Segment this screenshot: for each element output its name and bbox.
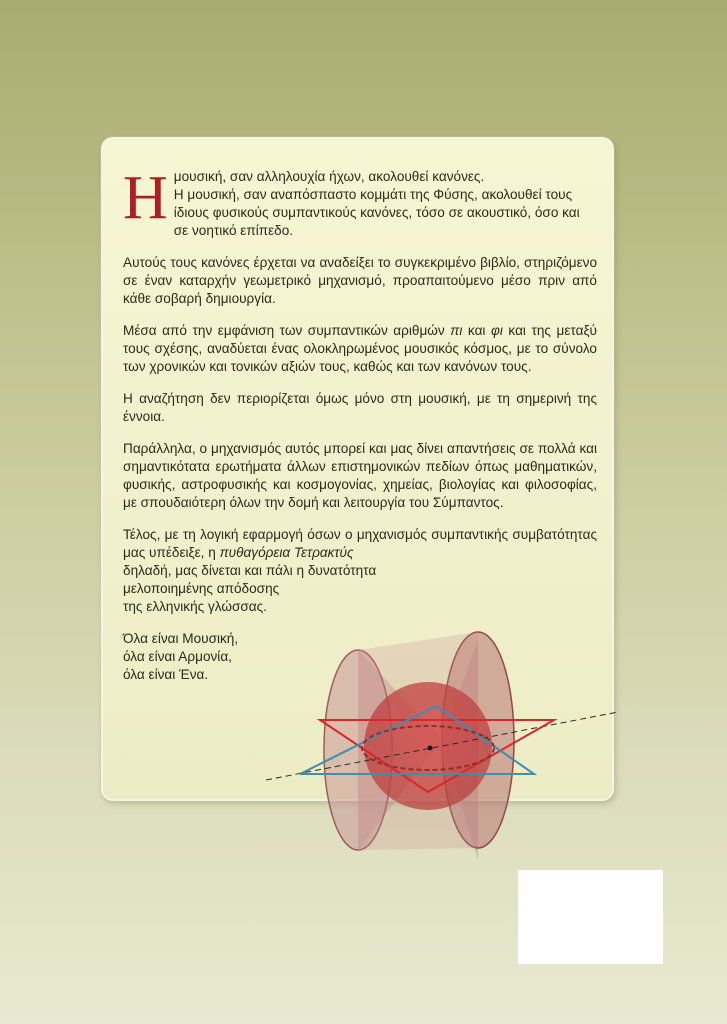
barcode-area — [518, 870, 663, 964]
center-point — [428, 746, 433, 751]
paragraph-pi-phi: Μέσα από την εμφάνιση των συμπαντικών αριθμών πι και φι και της μεταξύ τους σχέσης, αναδύεται ένας ολοκληρωμένος μουσικός κόσμος, με το σύνολο των χρονικών και τονικών αξιών τους, καθώς και των κανόνων τους. — [123, 323, 597, 374]
paragraph-intro: Ημουσική, σαν αλληλουχία ήχων, ακολουθεί κανόνες. Η μουσική, σαν αναπόσπαστο κομμάτι της Φύσης, ακολουθεί τους ίδιους φυσικούς συμπαντικούς κανόνες, τόσο σε ακουστικό, όσο και σε νοητικό επίπεδο. — [123, 164, 580, 238]
paragraph-search: Η αναζήτηση δεν περιορίζεται όμως μόνο στη μουσική, με τη σημερινή της έννοια. — [123, 391, 597, 424]
cone-geometry-diagram — [262, 620, 622, 870]
paragraph-tetraktys: Τέλος, με τη λογική εφαρμογή όσων ο μηχανισμός συμπαντικής συμβατότητας μας υπέδειξε, η πυθαγόρεια Τετρακτύς — [123, 527, 597, 560]
drop-cap: Η — [123, 164, 168, 232]
paragraph-closing: Όλα είναι Μουσική, όλα είναι Αρμονία, όλα είναι Ένα. — [123, 631, 239, 682]
paragraph-sciences: Παράλληλα, ο μηχανισμός αυτός μπορεί και μας δίνει απαντήσεις σε πολλά και σημαντικότατα ερωτήματα άλλων επιστημονικών πεδίων όπως μαθηματικών, φυσικής, αστροφυσικής και κοσμογονίας, χημείας, βιολογίας και φιλοσοφίας, με σπουδαιότερη όλων την δομή και λειτουργία του Σύμπαντος. — [123, 441, 597, 510]
paragraph-tetraktys-lines: δηλαδή, μας δίνεται και πάλι η δυνατότητα μελοποιημένης απόδοσης της ελληνικής γλώσσας. — [123, 563, 377, 614]
paragraph-book-purpose: Αυτούς τους κανόνες έρχεται να αναδείξει το συγκεκριμένο βιβλίο, στηριζόμενο σε έναν καταρχήν γεωμετρικό μηχανισμό, προαπαιτούμενο μέσο πριν από κάθε σοβαρή δημιουργία. — [123, 255, 597, 306]
back-cover-text — [123, 164, 597, 698]
